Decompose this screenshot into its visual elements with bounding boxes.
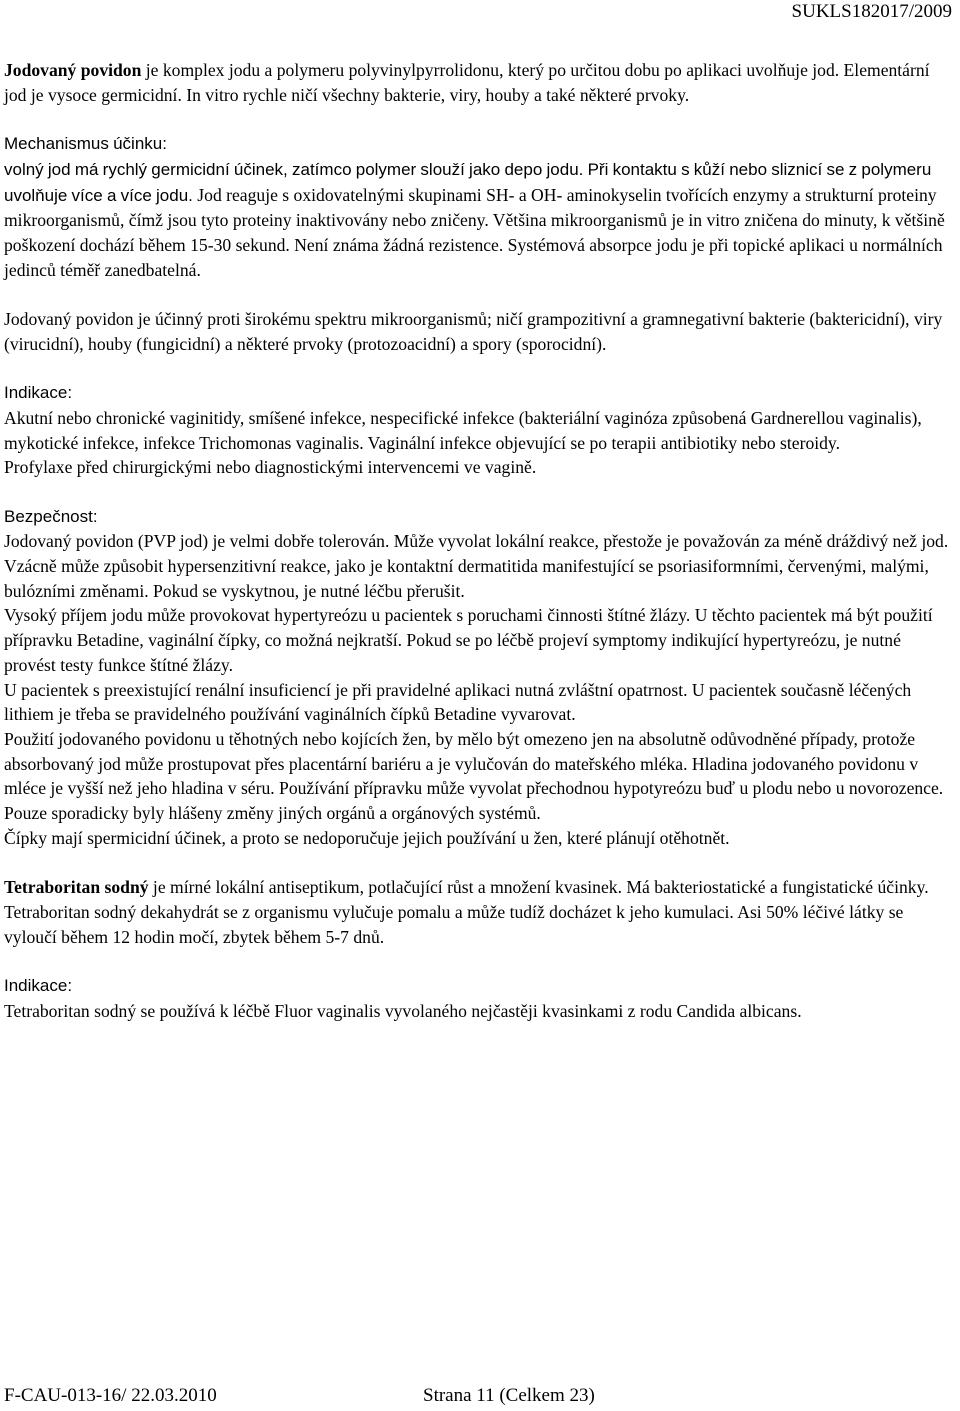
safety-line: Použití jodovaného povidonu u těhotných nebo kojících žen, by mělo být omezeno jen na absolutně odůvodněné případy, protože absorbovaný jod může prostupovat přes placentární bariéru a je vylučován do mateřského mléka. Hladina jodovaného povidonu v mléce je vyšší než jeho hladina v séru. Používání přípravku může vyvolat přechodnou hypotyreózu buď u plodu nebo u novorozence. [4,728,944,799]
tetraborate-paragraph [4,875,956,949]
intro-text: je komplex jodu a polymeru polyvinylpyrrolidonu, který po určitou dobu po aplikaci uvolňuje jod. Elementární jod je vysoce germicidní. In vitro rychle ničí všechny bakterie, viry, houby a také některé prvoky. [4,60,930,105]
intro-paragraph [4,58,956,107]
tetraborate-term: Tetraboritan sodný [4,877,149,898]
mechanism-text: Jod reaguje s oxidovatelnými skupinami SH- a OH- aminokyselin tvořících enzymy a strukturní proteiny mikroorganismů, čímž jsou tyto proteiny inaktivovány nebo zničeny. Většina mikroorganismů je in vitro zničena do minuty, k většině poškození dochází během 15-30 sekund. Není známa žádná rezistence. Systémová absorpce jodu je při topické aplikaci u normálních jedinců téměř zanedbatelná. [4,184,945,280]
safety-line: Pouze sporadicky byly hlášeny změny jiných orgánů a orgánových systémů. [4,803,541,824]
document-id: SUKLS182017/2009 [791,1,952,22]
tetraborate-text: je mírné lokální antiseptikum, potlačující růst a množení kvasinek. Má bakteriostatické a fungistatické účinky. Tetraboritan sodný dekahydrát se z organismu vylučuje pomalu a může tudíž docházet k jeho kumulaci. Asi 50% léčivé látky se vyloučí během 12 hodin močí, zbytek během 5-7 dnů. [4,877,929,947]
safety-line: U pacientek s preexistující renální insuficiencí je při pravidelné aplikaci nutná zvláštní opatrnost. U pacientek současně léčených lithiem je třeba se pravidelného používání vaginálních čípků Betadine vyvarovat. [4,679,912,725]
indications-heading-2: Indikace: [4,975,73,995]
indications-2-text: Tetraboritan sodný se používá k léčbě Fluor vaginalis vyvolaného nejčastěji kvasinkami z rodu Candida albicans. [4,1000,802,1021]
document-body [4,58,956,1023]
mechanism-paragraph [4,157,956,283]
indications-line: Akutní nebo chronické vaginitidy, smíšené infekce, nespecifické infekce (bakteriální vaginóza způsobená Gardnerellou vaginalis), mykotické infekce, infekce Trichomonas vaginalis. Vaginální infekce objevující se po terapii antibiotiky nebo steroidy. [4,407,922,453]
safety-line: Vzácně může způsobit hypersenzitivní reakce, jako je kontaktní dermatitida manifestující se psoriasiformními, červenými, malými, bulózními změnami. Pokud se vyskytnou, je nutné léčbu přerušit. [4,556,929,601]
safety-line: Vysoký příjem jodu může provokovat hypertyreózu u pacientek s poruchami činnosti štítné žlázy. U těchto pacientek má být použití přípravku Betadine, vaginální čípky, co možná nejkratší. Pokud se po léčbě projeví symptomy indikující hypertyreózu, je nutné provést testy funkce štítné žlázy. [4,605,933,675]
safety-line: Čípky mají spermicidní účinek, a proto se nedoporučuje jejich používání u žen, které plánují otěhotnět. [4,827,730,848]
footer-document-code: F-CAU-013-16/ 22.03.2010 [4,1385,217,1406]
safety-heading: Bezpečnost: [4,506,98,526]
intro-term: Jodovaný povidon [4,60,142,80]
footer-page-number: Strana 11 (Celkem 23) [423,1385,595,1406]
indications-line: Profylaxe před chirurgickými nebo diagnostickými intervencemi ve vagině. [4,457,537,478]
safety-line: Jodovaný povidon (PVP jod) je velmi dobře tolerován. Může vyvolat lokální reakce, přestože je považován za méně dráždivý než jod. [4,531,949,552]
spectrum-paragraph: Jodovaný povidon je účinný proti širokému spektru mikroorganismů; ničí grampozitivní a gramnegativní bakterie (baktericidní), viry (virucidní), houby (fungicidní) a některé prvoky (protozoacidní) a spory (sporocidní). [4,309,943,354]
mechanism-sans-text: volný jod má rychlý germicidní účinek, zatímco polymer slouží jako depo jodu. Při kontaktu s kůží nebo sliznicí se z polymeru uvolňuje více a více jodu. [4,159,932,205]
indications-heading-1: Indikace: [4,383,73,403]
mechanism-heading: Mechanismus účinku: [4,134,167,154]
